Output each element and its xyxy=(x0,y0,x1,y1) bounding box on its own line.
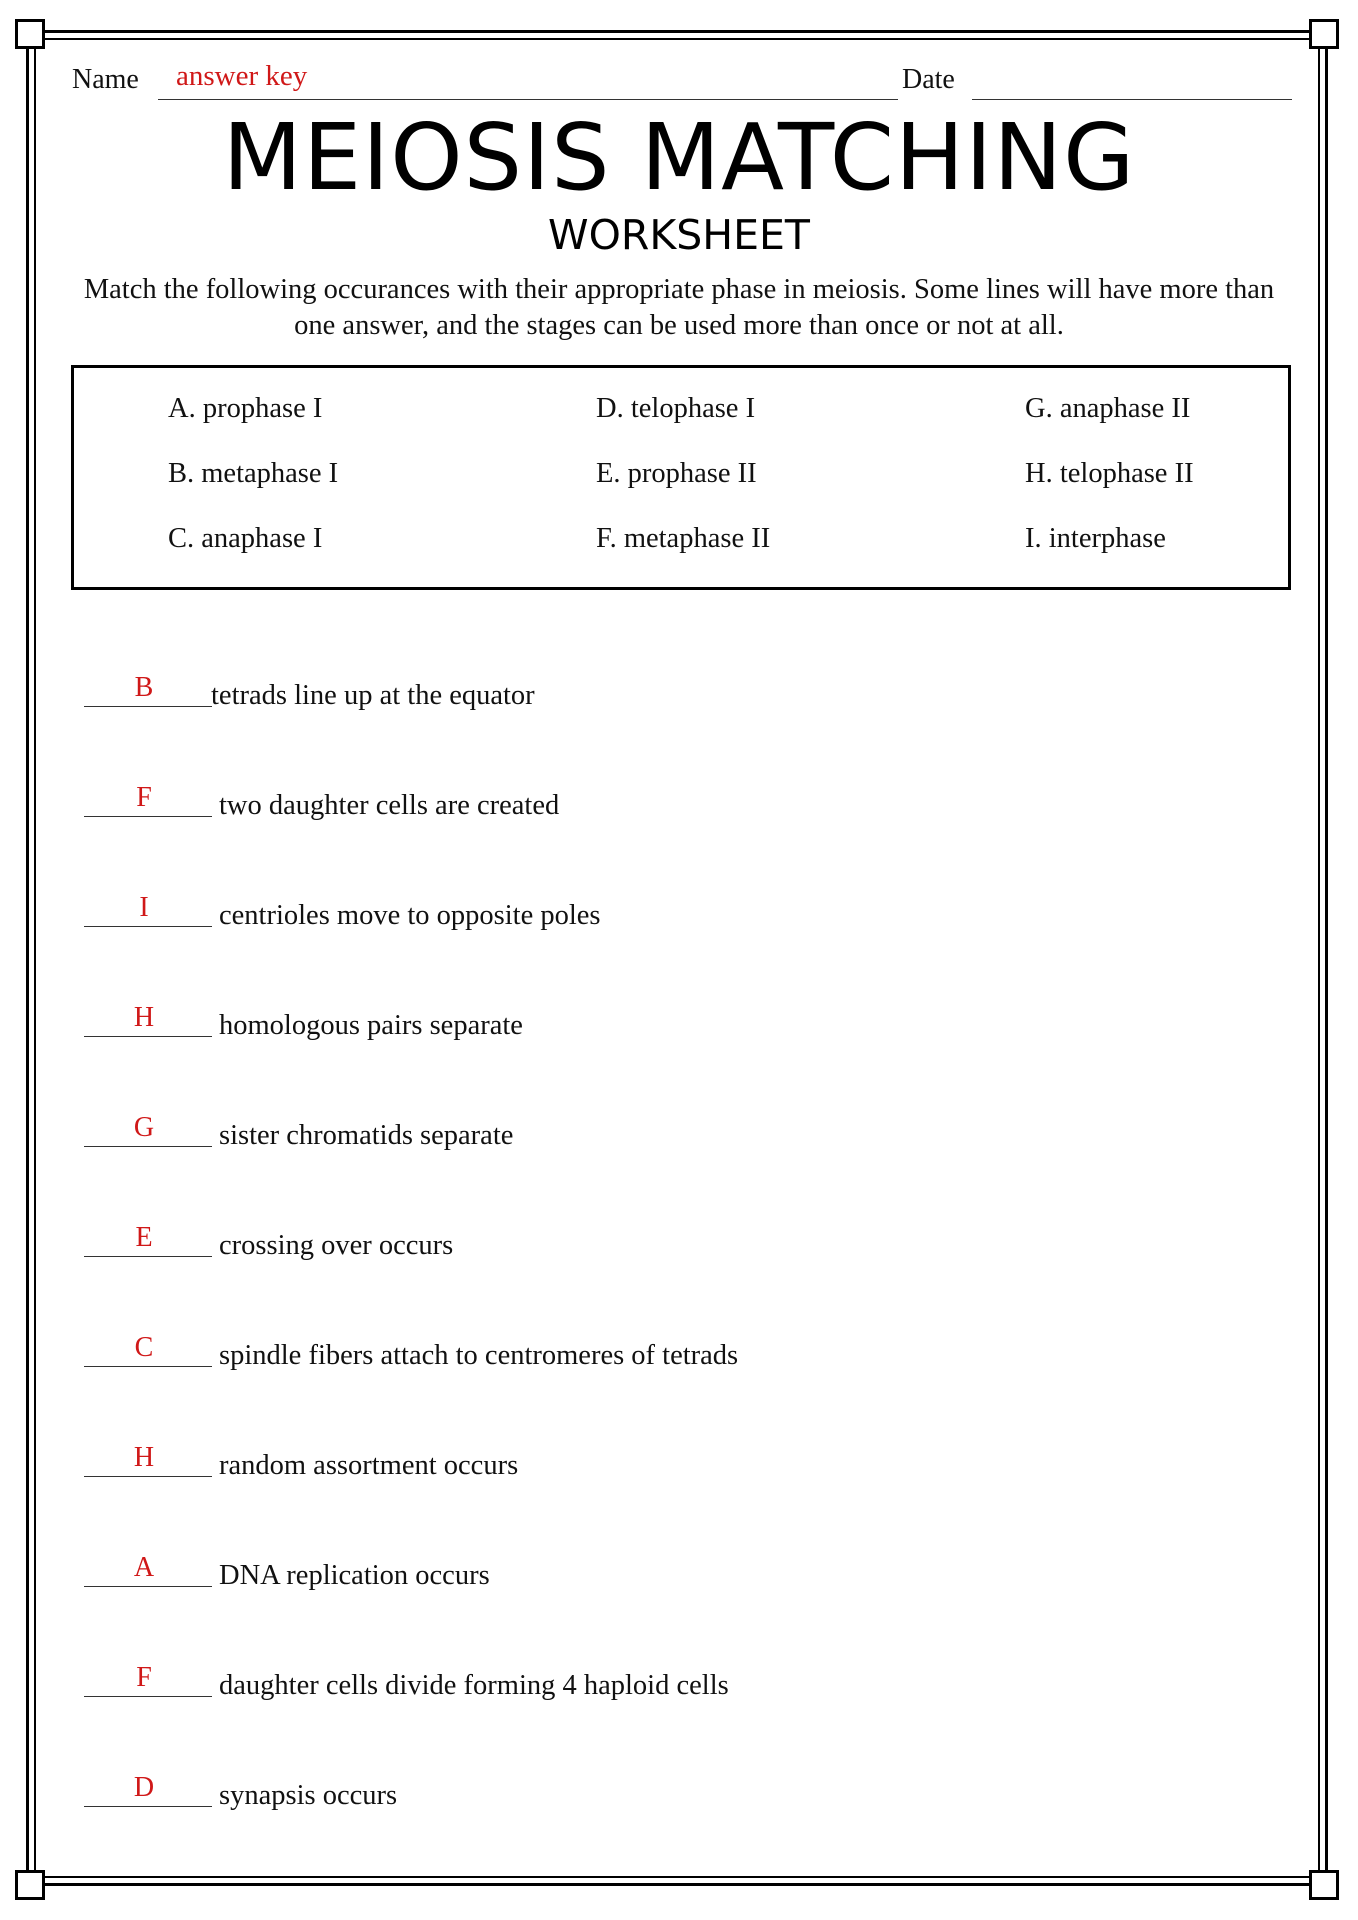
corner-square-top-left xyxy=(15,19,45,49)
worksheet-subtitle: WORKSHEET xyxy=(548,211,810,259)
answer-blank[interactable] xyxy=(84,816,212,817)
answer-letter: A xyxy=(133,1552,155,1583)
answer-letter: H xyxy=(133,1442,155,1473)
instructions: Match the following occurances with their appropriate phase in meiosis. Some lines will have more than one answer, and the stages can be used more than once or not at all. xyxy=(83,274,1275,341)
item-statement: two daughter cells are created xyxy=(219,790,560,821)
name-value[interactable]: answer key xyxy=(176,60,308,92)
answer-blank[interactable] xyxy=(84,1366,212,1367)
option-h: H. telophase II xyxy=(1025,458,1194,489)
item-statement: DNA replication occurs xyxy=(219,1560,490,1591)
worksheet-title: MEIOSIS MATCHING xyxy=(222,104,1136,211)
item-statement: synapsis occurs xyxy=(219,1780,398,1811)
answer-blank[interactable] xyxy=(84,1146,212,1147)
item-statement: daughter cells divide forming 4 haploid cells xyxy=(219,1670,729,1701)
option-i: I. interphase xyxy=(1025,523,1166,554)
item-statement: random assortment occurs xyxy=(219,1450,519,1481)
item-statement: tetrads line up at the equator xyxy=(211,680,535,711)
option-f: F. metaphase II xyxy=(596,523,771,554)
answer-blank[interactable] xyxy=(84,1256,212,1257)
answer-blank[interactable] xyxy=(84,926,212,927)
option-a: A. prophase I xyxy=(168,393,323,424)
corner-square-top-right xyxy=(1309,19,1339,49)
answer-blank[interactable] xyxy=(84,1806,212,1807)
option-c: C. anaphase I xyxy=(168,523,323,554)
answer-letter: B xyxy=(134,672,154,703)
answer-blank[interactable] xyxy=(84,1586,212,1587)
option-e: E. prophase II xyxy=(596,458,757,489)
name-label: Name xyxy=(72,64,139,95)
answer-letter: E xyxy=(135,1222,153,1253)
answer-letter: G xyxy=(133,1112,155,1143)
option-g: G. anaphase II xyxy=(1025,393,1191,424)
answer-letter: I xyxy=(139,892,149,923)
answer-letter: H xyxy=(133,1002,155,1033)
item-statement: homologous pairs separate xyxy=(219,1010,523,1041)
option-b: B. metaphase I xyxy=(168,458,339,489)
date-label: Date xyxy=(902,64,955,95)
corner-square-bottom-right xyxy=(1309,1870,1339,1900)
date-line[interactable] xyxy=(972,99,1292,100)
item-statement: sister chromatids separate xyxy=(219,1120,514,1151)
answer-letter: C xyxy=(134,1332,154,1363)
answer-letter: F xyxy=(136,1662,152,1693)
item-statement: centrioles move to opposite poles xyxy=(219,900,601,931)
item-statement: spindle fibers attach to centromeres of tetrads xyxy=(219,1340,739,1371)
item-statement: crossing over occurs xyxy=(219,1230,454,1261)
answer-letter: F xyxy=(136,782,152,813)
answer-blank[interactable] xyxy=(84,1476,212,1477)
answer-blank[interactable] xyxy=(84,1696,212,1697)
phase-options-box xyxy=(71,365,1291,590)
option-d: D. telophase I xyxy=(596,393,756,424)
answer-blank[interactable] xyxy=(84,1036,212,1037)
corner-square-bottom-left xyxy=(15,1870,45,1900)
answer-blank[interactable] xyxy=(84,706,212,707)
answer-letter: D xyxy=(133,1772,155,1803)
name-line xyxy=(158,99,898,100)
